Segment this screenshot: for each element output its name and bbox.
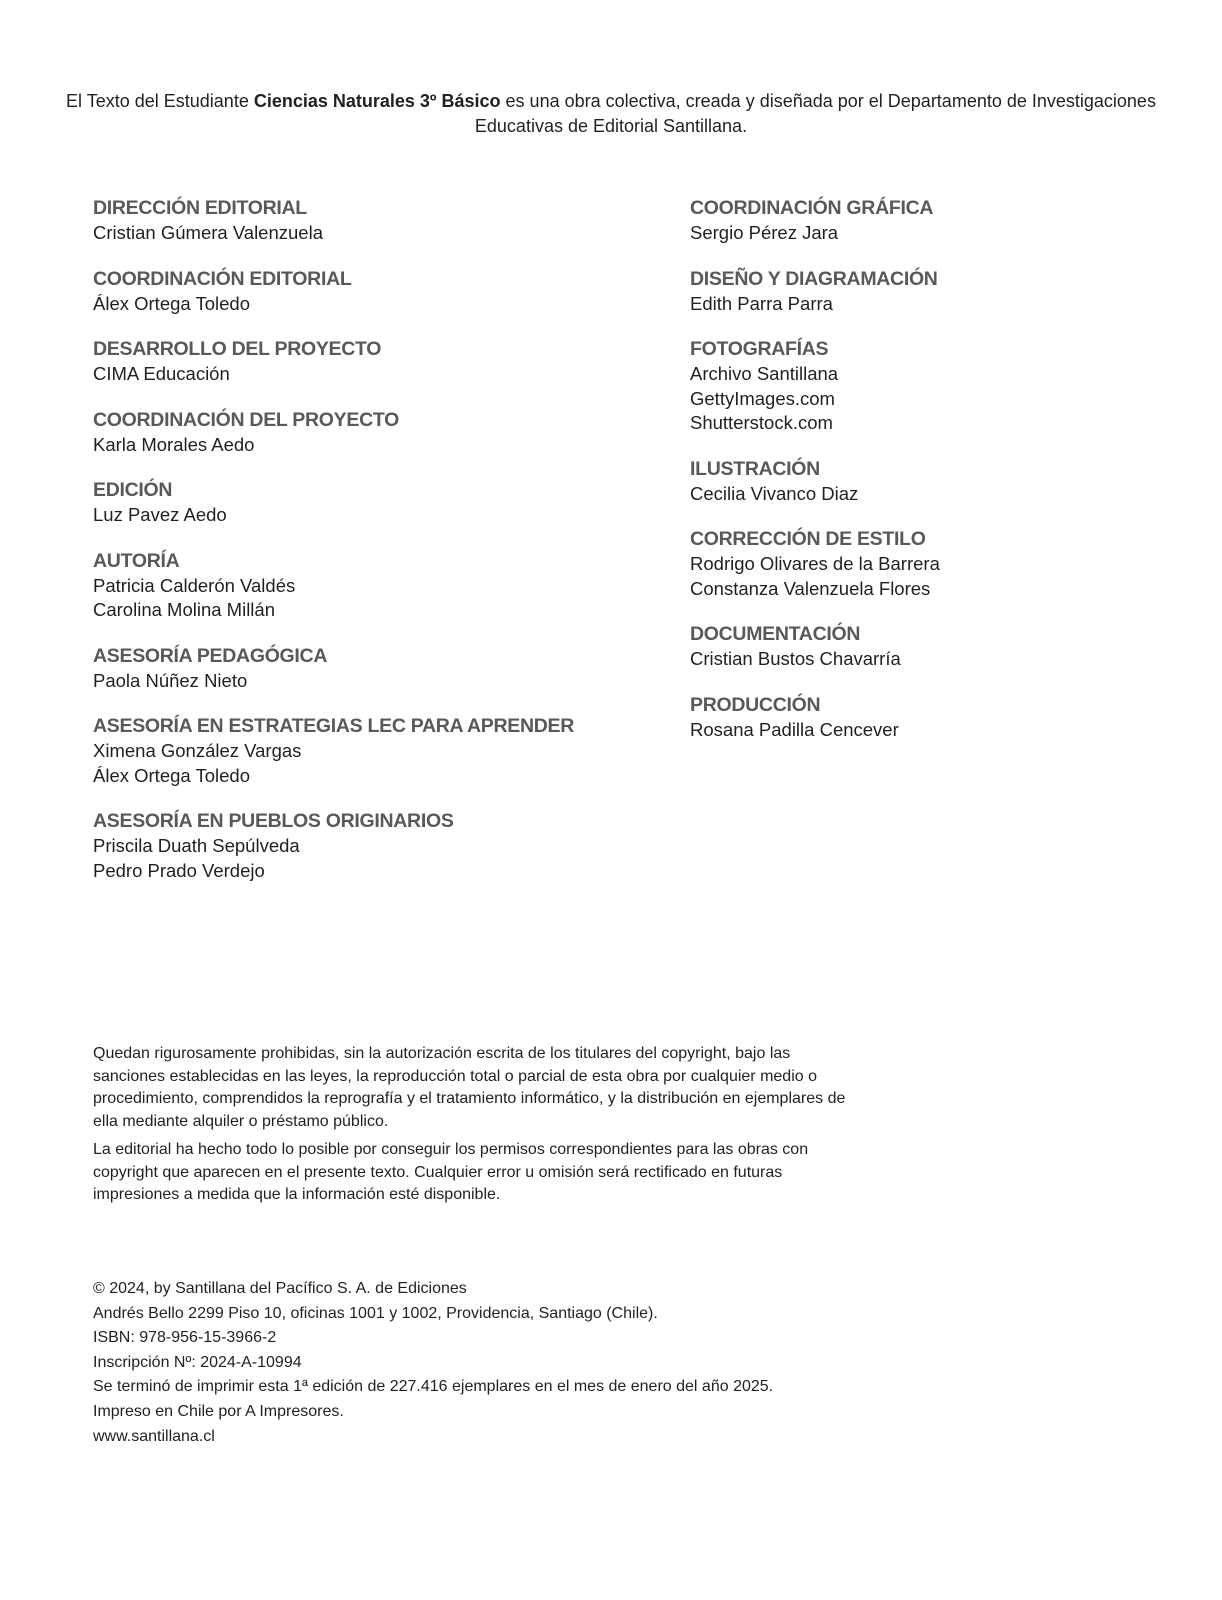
credit-heading: DESARROLLO DEL PROYECTO — [93, 338, 382, 360]
inscription-line: Inscripción Nº: 2024-A-10994 — [93, 1353, 302, 1371]
credit-heading: AUTORÍA — [93, 549, 180, 572]
credit-name: Patricia Calderón Valdés — [93, 574, 296, 596]
credit-section — [93, 408, 613, 458]
credit-name: Paola Núñez Nieto — [93, 669, 248, 691]
imprint-block — [93, 1277, 913, 1449]
print-run-line: Se terminó de imprimir esta 1ª edición de 227.416 ejemplares en el mes de enero del año 2025. — [93, 1378, 774, 1396]
credit-heading: COORDINACIÓN DEL PROYECTO — [93, 408, 399, 431]
credit-name: Pedro Prado Verdejo — [93, 859, 265, 881]
credit-section — [93, 337, 613, 387]
credit-name: Cecilia Vivanco Diaz — [690, 482, 859, 504]
credit-name: Cristian Gúmera Valenzuela — [93, 222, 323, 243]
legal-paragraph-rights: Quedan rigurosamente prohibidas, sin la autorización escrita de los titulares del copyright, bajo las sanciones establecidas en las leyes, la reproducción total o parcial de esta obra por cualquier medio o procedimiento, comprendidos la reprografía y el tratamiento informático, y la distribución en ejemplares de ella mediante alquiler o préstamo público. — [93, 1045, 846, 1130]
legal-paragraph-permissions: La editorial ha hecho todo lo posible por conseguir los permisos correspondientes para las obras con copyright que aparecen en el presente texto. Cualquier error u omisión será rectificado en futuras impresiones a medida que la información esté disponible. — [93, 1141, 809, 1203]
printer-line: Impreso en Chile por A Impresores. — [93, 1402, 344, 1420]
credit-section — [93, 714, 613, 788]
credit-name: GettyImages.com — [690, 387, 835, 409]
credit-name: Rosana Padilla Cencever — [690, 718, 899, 740]
book-title: Ciencias Naturales 3º Básico — [253, 91, 501, 111]
legal-notice — [93, 1043, 853, 1213]
credit-name: Edith Parra Parra — [690, 292, 833, 314]
credit-section — [93, 644, 613, 694]
credit-section — [93, 267, 613, 317]
credit-heading: ASESORÍA PEDAGÓGICA — [93, 644, 328, 667]
credit-section — [690, 527, 1170, 601]
credit-section — [93, 549, 613, 623]
credit-heading: DIRECCIÓN EDITORIAL — [93, 197, 307, 219]
credit-section — [690, 622, 1170, 672]
credits-left-column — [93, 196, 613, 904]
credits-right-column — [690, 196, 1170, 763]
credit-section — [690, 337, 1170, 436]
credit-name: Ximena González Vargas — [93, 740, 302, 761]
credit-heading: ASESORÍA EN ESTRATEGIAS LEC PARA APRENDER — [93, 715, 575, 737]
credit-heading: EDICIÓN — [93, 479, 173, 501]
credit-heading: DISEÑO Y DIAGRAMACIÓN — [690, 267, 938, 290]
credit-name: Shutterstock.com — [690, 412, 833, 433]
address-line: Andrés Bello 2299 Piso 10, oficinas 1001 y 1002, Providencia, Santiago (Chile). — [93, 1304, 658, 1322]
credit-section — [690, 457, 1170, 507]
credit-section — [690, 267, 1170, 317]
credit-name: Constanza Valenzuela Flores — [690, 577, 931, 599]
intro-text-before: El Texto del Estudiante — [66, 91, 254, 111]
credit-heading: ILUSTRACIÓN — [690, 457, 820, 480]
credit-name: Luz Pavez Aedo — [93, 504, 227, 525]
credit-name: Sergio Pérez Jara — [690, 222, 839, 243]
credit-section — [690, 196, 1170, 246]
credit-name: Karla Morales Aedo — [93, 433, 255, 455]
credit-section — [690, 693, 1170, 743]
credit-name: Priscila Duath Sepúlveda — [93, 835, 300, 856]
credit-heading: PRODUCCIÓN — [690, 693, 821, 716]
credit-name: Carolina Molina Millán — [93, 599, 275, 620]
credit-name: CIMA Educación — [93, 363, 230, 384]
credit-name: Álex Ortega Toledo — [93, 292, 251, 314]
isbn-line: ISBN: 978-956-15-3966-2 — [93, 1329, 277, 1347]
credit-name: Rodrigo Olivares de la Barrera — [690, 553, 940, 574]
credit-heading: COORDINACIÓN EDITORIAL — [93, 267, 352, 290]
website-link[interactable]: www.santillana.cl — [93, 1427, 215, 1445]
credit-heading: DOCUMENTACIÓN — [690, 623, 861, 645]
credit-heading: COORDINACIÓN GRÁFICA — [690, 197, 934, 219]
intro-paragraph — [60, 89, 1162, 139]
credit-section — [93, 809, 613, 883]
credit-name: Archivo Santillana — [690, 363, 839, 384]
credit-heading: ASESORÍA EN PUEBLOS ORIGINARIOS — [93, 810, 454, 832]
credit-section — [93, 478, 613, 528]
copyright-line: © 2024, by Santillana del Pacífico S. A. de Ediciones — [93, 1280, 467, 1297]
intro-text-after: es una obra colectiva, creada y diseñada por el Departamento de Investigaciones Educativas de Editorial Santillana. — [474, 91, 1156, 136]
credit-heading: FOTOGRAFÍAS — [690, 338, 829, 360]
credit-section — [93, 196, 613, 246]
credit-name: Álex Ortega Toledo — [93, 764, 251, 786]
credit-heading: CORRECCIÓN DE ESTILO — [690, 528, 926, 550]
credit-name: Cristian Bustos Chavarría — [690, 648, 901, 669]
